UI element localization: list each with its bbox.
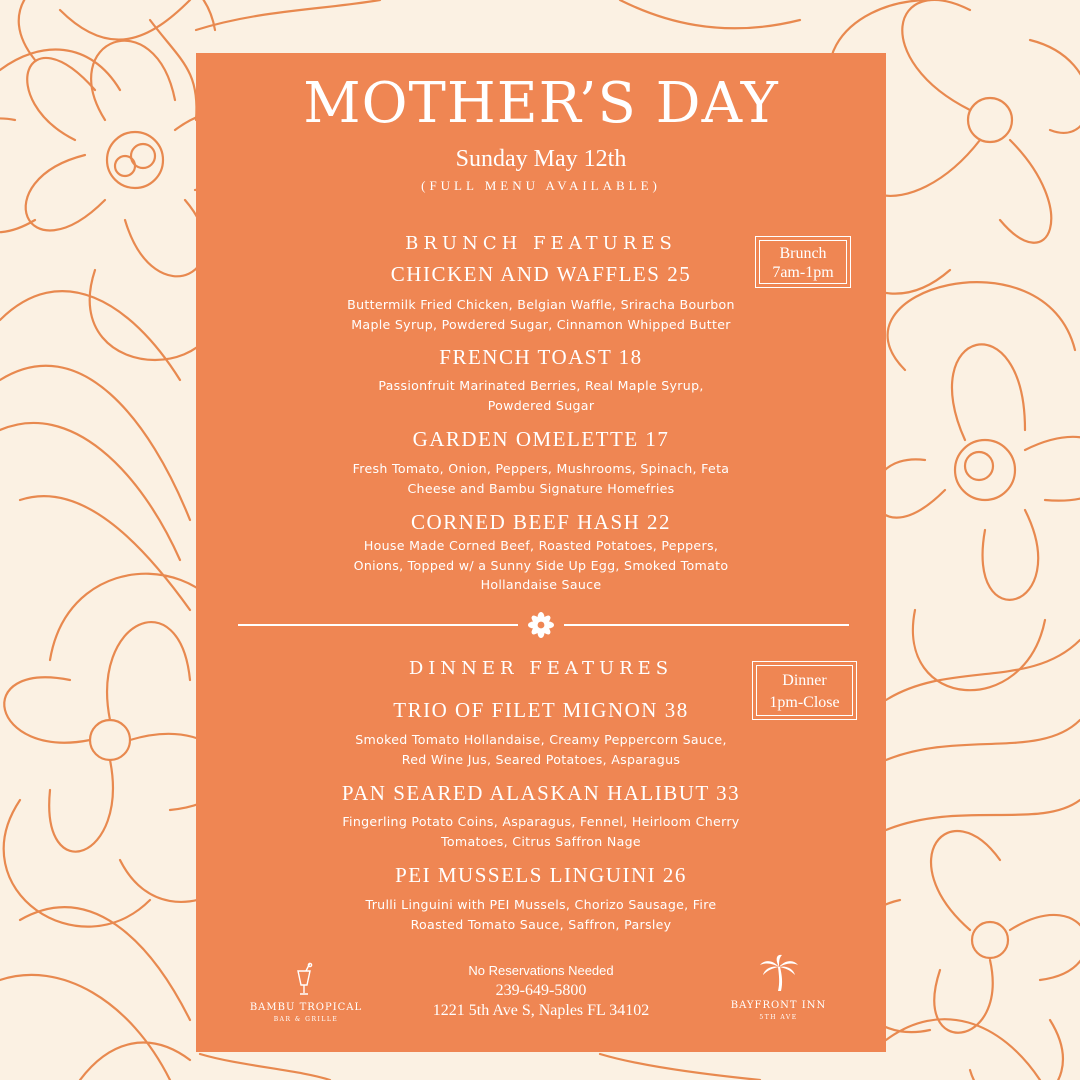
page-title: MOTHER’S DAY bbox=[303, 71, 779, 136]
description-line: Trulli Linguini with PEI Mussels, Chorizo Sausage, Fire bbox=[365, 897, 717, 912]
brunch-badge-label: Brunch bbox=[779, 245, 827, 262]
description-line: Powdered Sugar bbox=[487, 397, 595, 413]
description-line: Fresh Tomato, Onion, Peppers, Mushrooms, Spinach, Feta bbox=[352, 461, 730, 476]
menu-item-name: GARDEN OMELETTE 17 bbox=[412, 427, 670, 451]
menu-item-name: TRIO OF FILET MIGNON 38 bbox=[393, 698, 689, 722]
menu-item-name: PEI MUSSELS LINGUINI 26 bbox=[395, 863, 687, 887]
event-date: Sunday May 12th bbox=[455, 146, 627, 172]
description-line: House Made Corned Beef, Roasted Potatoes, Peppers, bbox=[363, 538, 719, 553]
address[interactable]: 1221 5th Ave S, Naples FL 34102 bbox=[432, 1002, 650, 1019]
description-line: Buttermilk Fried Chicken, Belgian Waffle, Sriracha Bourbon bbox=[347, 297, 735, 312]
menu-item-name: FRENCH TOAST 18 bbox=[439, 345, 643, 369]
cocktail-glass-icon bbox=[294, 961, 314, 999]
menu-item-description bbox=[316, 730, 766, 769]
left-logo-sub: BAR & GRILLE bbox=[273, 1016, 339, 1023]
divider-line bbox=[564, 624, 849, 626]
menu-item-description bbox=[316, 536, 766, 595]
menu-item-description bbox=[316, 295, 766, 334]
menu-item-description bbox=[316, 376, 766, 415]
description-line: Roasted Tomato Sauce, Saffron, Parsley bbox=[410, 916, 672, 932]
right-logo-name: BAYFRONT INN bbox=[730, 1000, 827, 1011]
menu-item-name: CHICKEN AND WAFFLES 25 bbox=[390, 262, 692, 286]
flower-ornament-icon bbox=[527, 611, 555, 639]
description-line: Red Wine Jus, Seared Potatoes, Asparagus bbox=[401, 751, 681, 767]
dinner-heading: DINNER FEATURES bbox=[408, 658, 674, 679]
description-line: Hollandaise Sauce bbox=[480, 577, 602, 592]
description-line: Smoked Tomato Hollandaise, Creamy Peppercorn Sauce, bbox=[355, 732, 727, 747]
description-line: Passionfruit Marinated Berries, Real Maple Syrup, bbox=[378, 378, 704, 393]
divider-line bbox=[238, 624, 518, 626]
palm-tree-icon bbox=[758, 953, 800, 993]
description-line: Cheese and Bambu Signature Homefries bbox=[407, 480, 675, 496]
description-line: Tomatoes, Citrus Saffron Nage bbox=[441, 833, 641, 849]
brunch-badge-hours: 7am-1pm bbox=[772, 264, 834, 281]
left-logo-name: BAMBU TROPICAL bbox=[249, 1002, 363, 1013]
reservations-note: No Reservations Needed bbox=[468, 963, 614, 978]
dinner-badge-label: Dinner bbox=[782, 672, 827, 689]
right-logo-sub: 5TH AVE bbox=[759, 1014, 798, 1021]
description-line: Maple Syrup, Powdered Sugar, Cinnamon Whipped Butter bbox=[351, 316, 731, 332]
description-line: Fingerling Potato Coins, Asparagus, Fennel, Heirloom Cherry bbox=[342, 814, 740, 829]
brunch-heading: BRUNCH FEATURES bbox=[405, 233, 677, 254]
menu-item-name: CORNED BEEF HASH 22 bbox=[410, 510, 672, 534]
dinner-badge-hours: 1pm-Close bbox=[769, 694, 840, 711]
menu-item-description bbox=[316, 459, 766, 498]
menu-note: (FULL MENU AVAILABLE) bbox=[421, 178, 661, 193]
menu-item-description bbox=[316, 895, 766, 934]
menu-panel bbox=[196, 53, 886, 1052]
phone-number[interactable]: 239-649-5800 bbox=[495, 982, 587, 999]
menu-item-name: PAN SEARED ALASKAN HALIBUT 33 bbox=[341, 781, 741, 805]
menu-item-description bbox=[316, 812, 766, 851]
description-line: Onions, Topped w/ a Sunny Side Up Egg, Smoked Tomato bbox=[353, 557, 729, 573]
